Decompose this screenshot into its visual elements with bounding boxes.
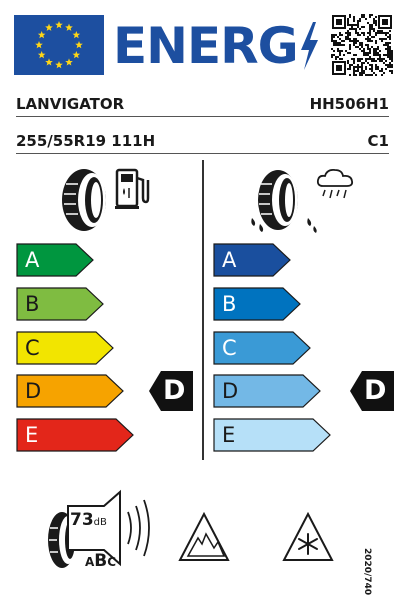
fuel-class-bar-e bbox=[16, 418, 136, 452]
class-letter: E bbox=[222, 423, 236, 447]
regulation-number: 2020/740 bbox=[362, 548, 372, 595]
tyre-icon bbox=[248, 166, 320, 234]
wet-grip-rating-marker: D bbox=[350, 371, 394, 411]
noise-level-value: 73dB bbox=[70, 510, 107, 530]
eu-flag-icon bbox=[14, 15, 104, 75]
tyre-size: 255/55R19 111H bbox=[16, 132, 156, 150]
divider-line bbox=[16, 116, 389, 117]
fuel-pump-icon bbox=[113, 168, 151, 210]
fuel-rating-marker: D bbox=[149, 371, 193, 411]
fuel-class-bar-d bbox=[16, 374, 126, 408]
divider-line bbox=[16, 153, 389, 154]
energy-label-title: ENERG bbox=[113, 17, 298, 75]
mountain-snowflake-icon bbox=[282, 512, 334, 562]
supplier-name: LANVIGATOR bbox=[16, 95, 125, 113]
wet-grip-class-bar-a bbox=[213, 243, 293, 277]
wet-grip-class-bar-c bbox=[213, 331, 313, 365]
class-letter: B bbox=[25, 292, 40, 316]
fuel-class-bar-a bbox=[16, 243, 96, 277]
tyre-class: C1 bbox=[367, 132, 389, 150]
wet-grip-class-bar-e bbox=[213, 418, 333, 452]
qr-code-icon[interactable] bbox=[331, 14, 393, 76]
lightning-bolt-icon bbox=[299, 22, 319, 70]
rain-cloud-icon bbox=[315, 166, 357, 202]
class-letter: C bbox=[25, 336, 40, 360]
fuel-class-bar-c bbox=[16, 331, 116, 365]
class-letter: E bbox=[25, 423, 39, 447]
noise-class-scale: ABC bbox=[85, 551, 117, 571]
wet-grip-class-bar-d bbox=[213, 374, 323, 408]
class-letter: D bbox=[25, 379, 42, 403]
model-identifier: HH506H1 bbox=[309, 95, 389, 113]
class-letter: A bbox=[222, 248, 237, 272]
three-peak-mountain-icon bbox=[178, 512, 230, 562]
class-letter: D bbox=[222, 379, 239, 403]
class-letter: C bbox=[222, 336, 237, 360]
fuel-class-bar-b bbox=[16, 287, 106, 321]
class-letter: A bbox=[25, 248, 40, 272]
section-divider bbox=[202, 160, 204, 460]
wet-grip-class-bar-b bbox=[213, 287, 303, 321]
class-letter: B bbox=[222, 292, 237, 316]
